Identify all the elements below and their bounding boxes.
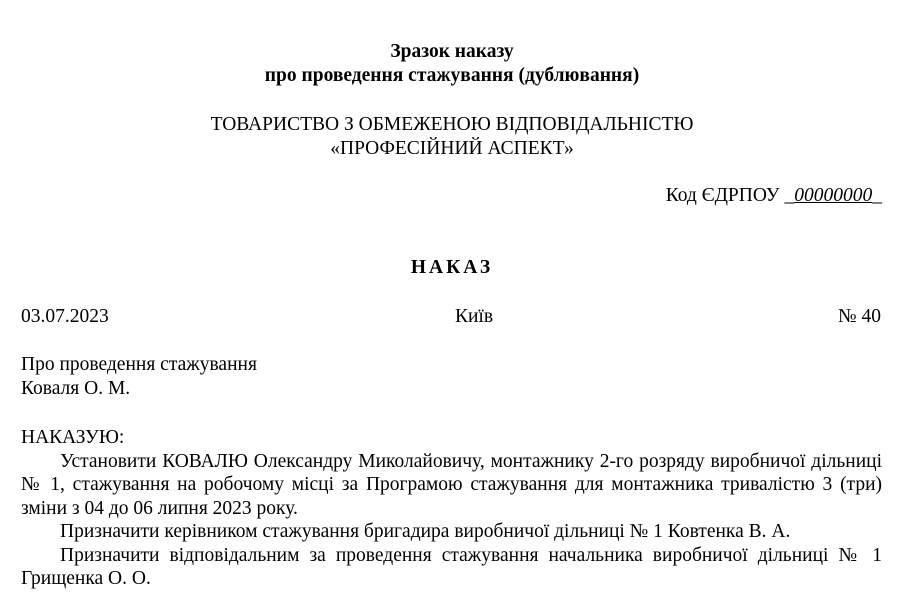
order-word: НАКАЗУЮ: [21, 427, 125, 448]
paragraph-internship: Установити КОВАЛЮ Олександру Миколайовичу, монтажнику 2-го розряду виробничої дільниці № 1, стажування на робочому місці за Програмою стажування для монтажника тривалістю 3 (три) зміни з 04 до 06 липня 2023 року. [21, 450, 882, 519]
order-body [21, 426, 882, 591]
order-date: 03.07.2023 [21, 306, 109, 327]
order-title: НАКАЗ [410, 257, 494, 278]
edrpou-code: 00000000 [794, 185, 873, 206]
paragraph-responsible: Призначити відповідальним за проведення стажування начальника виробничої дільниці № 1 Грищенка О. О. [21, 544, 882, 589]
sample-title-line2: про проведення стажування (дублювання) [264, 65, 640, 86]
order-city: Київ [454, 306, 494, 327]
order-number: № 40 [838, 306, 881, 327]
edrpou-code-line [666, 185, 882, 207]
edrpou-suffix: _ [872, 185, 882, 206]
organization-name-line2: «ПРОФЕСІЙНИЙ АСПЕКТ» [330, 138, 574, 159]
organization-name-line1: ТОВАРИСТВО З ОБМЕЖЕНОЮ ВІДПОВІДАЛЬНІСТЮ [210, 114, 694, 135]
sample-title-line1: Зразок наказу [390, 41, 514, 62]
subject-line2: Коваля О. М. [21, 378, 131, 399]
order-meta-row [21, 306, 881, 330]
paragraph-supervisor: Призначити керівником стажування бригадира виробничої дільниці № 1 Ковтенка В. А. [60, 521, 791, 542]
subject-line1: Про проведення стажування [21, 354, 257, 375]
order-subject [21, 353, 257, 401]
edrpou-label: Код ЄДРПОУ [665, 185, 785, 206]
edrpou-prefix: _ [784, 185, 795, 206]
